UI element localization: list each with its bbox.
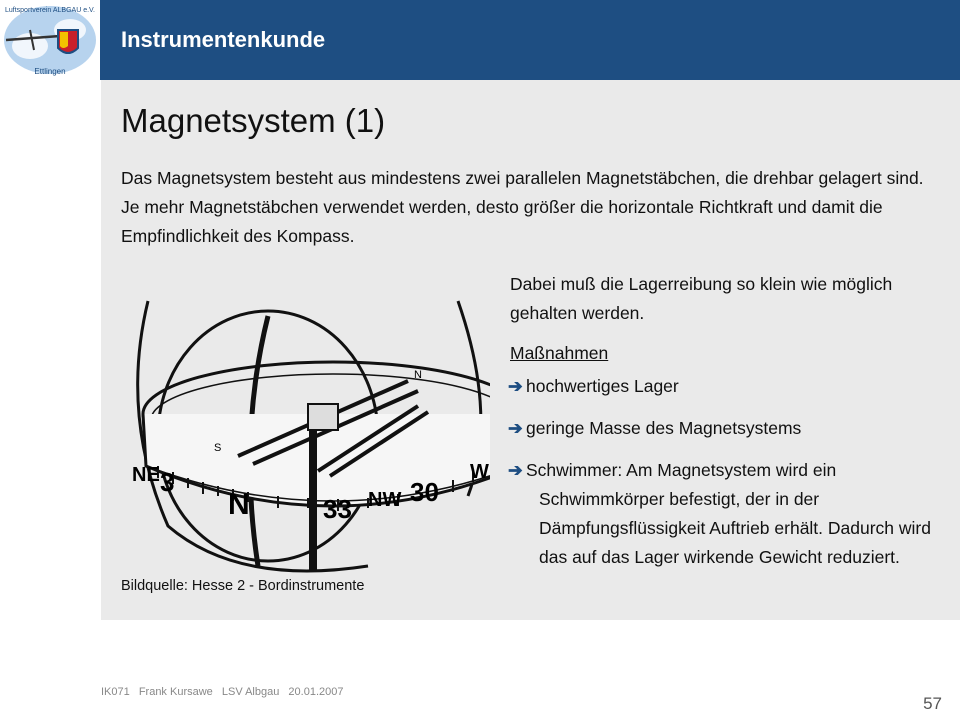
arrow-right-icon: ➔ — [508, 418, 523, 438]
label-n: N — [228, 488, 250, 521]
footer-date: 20.01.2007 — [288, 686, 344, 698]
measure-text: Schwimmer: Am Magnetsystem wird ein — [526, 460, 837, 480]
footer-club: LSV Albgau — [221, 686, 280, 698]
slide-title: Magnetsystem (1) — [121, 102, 386, 139]
figure-caption: Bildquelle: Hesse 2 - Bordinstrumente — [121, 578, 365, 594]
page-number: 57 — [923, 694, 942, 713]
logo-text-bottom: Ettlingen — [34, 67, 66, 76]
footer-author: Frank Kursawe — [138, 686, 213, 698]
footer — [101, 686, 349, 698]
label-nw: NW — [368, 489, 402, 511]
arrow-right-icon: ➔ — [508, 376, 523, 396]
label-north-small: N — [414, 369, 422, 381]
measure-text: geringe Masse des Magnetsystems — [526, 418, 802, 438]
measures-heading: Maßnahmen — [510, 343, 609, 363]
footer-course: IK071 — [101, 686, 130, 698]
label-w: W — [470, 461, 489, 483]
label-s: S — [214, 442, 222, 454]
arrow-right-icon: ➔ — [508, 460, 523, 480]
logo-text-top: Luftsportverein ALBGAU e.V. — [4, 7, 96, 14]
label-30: 30 — [410, 477, 439, 507]
label-ne: NE — [132, 464, 160, 486]
compass-figure — [118, 296, 490, 574]
list-item — [510, 414, 940, 443]
label-3: 3 — [160, 467, 175, 497]
club-logo — [0, 0, 101, 80]
list-item — [510, 456, 940, 572]
section-title: Instrumentenkunde — [121, 27, 326, 52]
list-item — [510, 372, 940, 401]
measure-continuation: Schwimmkörper befestigt, der in der Dämpfungsflüssigkeit Auftrieb erhält. Dadurch wird das auf das Lager wirkende Gewicht reduziert. — [539, 489, 931, 567]
club-logo-icon — [0, 0, 101, 80]
right-column — [510, 270, 940, 585]
measures-list — [510, 372, 940, 572]
intro-paragraph: Das Magnetsystem besteht aus mindestens zwei parallelen Magnetstäbchen, die drehbar gelagert sind. Je mehr Magnetstäbchen verwendet werden, desto größer die horizontale Richtkraft und damit die Empfindlichkeit des Kompass. — [121, 168, 924, 246]
measure-text: hochwertiges Lager — [526, 376, 679, 396]
friction-note: Dabei muß die Lagerreibung so klein wie möglich gehalten werden. — [510, 274, 893, 323]
magnet-compass-illustration — [118, 296, 490, 574]
label-33: 33 — [323, 494, 352, 524]
